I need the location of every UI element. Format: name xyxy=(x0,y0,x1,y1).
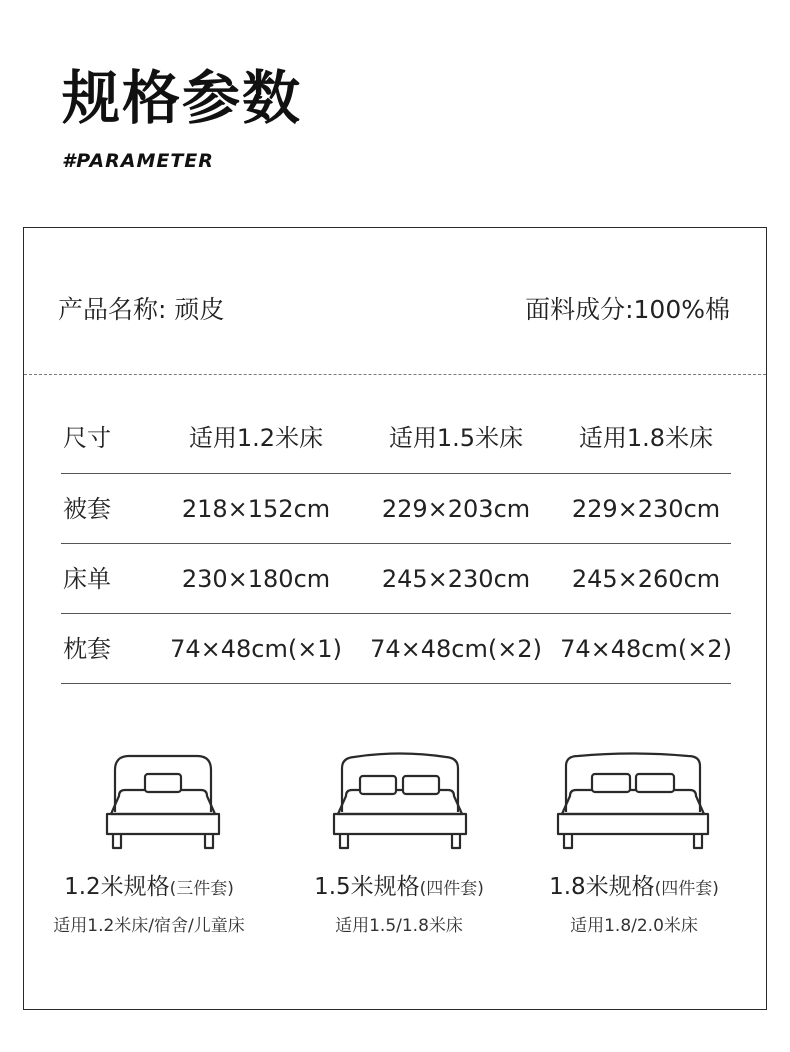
table-row xyxy=(61,474,731,544)
table-cell: 229×230cm xyxy=(571,495,721,523)
king-bed-icon xyxy=(556,748,710,854)
column-header: 适用1.8米床 xyxy=(578,424,714,452)
bed-size-name: 1.5米规格 xyxy=(314,874,420,900)
table-cell: 74×48cm(×2) xyxy=(560,635,732,663)
column-header: 尺寸 xyxy=(63,424,111,452)
table-cell: 床单 xyxy=(63,565,111,593)
table-cell: 245×230cm xyxy=(381,565,531,593)
table-cell: 230×180cm xyxy=(181,565,331,593)
table-cell: 218×152cm xyxy=(181,495,331,523)
bed-size-label xyxy=(524,868,744,901)
bed-usage: 适用1.8/2.0米床 xyxy=(570,916,698,936)
bed-usage: 适用1.2米床/宿舍/儿童床 xyxy=(53,916,245,936)
single-bed-icon xyxy=(105,748,221,854)
page-title: 规格参数 xyxy=(62,64,303,132)
bed-usage: 适用1.5/1.8米床 xyxy=(335,916,463,936)
double-bed-icon xyxy=(332,748,468,854)
table-cell: 被套 xyxy=(63,495,111,523)
column-header: 适用1.5米床 xyxy=(388,424,524,452)
bed-set-count: (三件套) xyxy=(169,879,234,899)
bed-size-label xyxy=(44,868,254,901)
column-header: 适用1.2米床 xyxy=(188,424,324,452)
table-cell: 229×203cm xyxy=(381,495,531,523)
fabric-composition: 面料成分:100%棉 xyxy=(525,295,730,324)
table-cell: 枕套 xyxy=(63,635,111,663)
bed-size-name: 1.8米规格 xyxy=(549,874,655,900)
table-cell: 74×48cm(×1) xyxy=(170,635,342,663)
bed-size-label xyxy=(294,868,504,901)
table-row xyxy=(61,614,731,684)
dashed-divider xyxy=(24,374,766,375)
bed-set-count: (四件套) xyxy=(419,879,484,899)
table-header-row xyxy=(61,402,731,474)
table-cell: 74×48cm(×2) xyxy=(370,635,542,663)
bed-set-count: (四件套) xyxy=(654,879,719,899)
table-row xyxy=(61,544,731,614)
size-table xyxy=(61,402,731,684)
page-subtitle: #PARAMETER xyxy=(62,150,214,172)
spec-card xyxy=(23,227,767,1010)
bed-size-name: 1.2米规格 xyxy=(64,874,170,900)
product-name: 产品名称: 顽皮 xyxy=(58,295,225,324)
table-cell: 245×260cm xyxy=(571,565,721,593)
